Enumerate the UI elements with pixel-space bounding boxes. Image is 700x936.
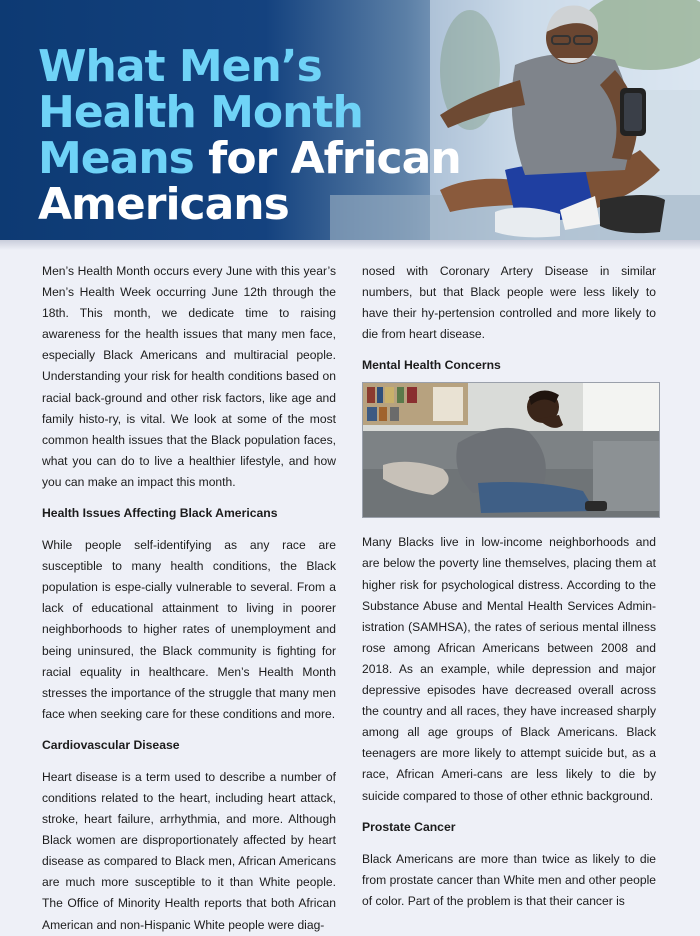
prostate-cancer-paragraph: Black Americans are more than twice as likely to die from prostate cancer than White men and other people of color. Part of the problem is that their cancer is (362, 851, 656, 908)
mental-health-paragraph: Many Blacks live in low-income neighborhoods and are below the poverty line themselves, placing them at higher risk for psychological distress. According to the Substance Abuse and Mental Health Services Admin-istration (SAMHSA), the rates of serious mental illness rose among African Americans between 2008 and 2018. As an example, while depression and major depressive episodes have decreased overall across the country and all races, they have increased sharply among all age groups of Black Americans. Black teenagers are more likely to attempt suicide but, as a race, African Ameri-cans are less likely to die by suicide compared to those of other ethnic background. (362, 535, 656, 803)
health-issues-paragraph: While people self-identifying as any race are susceptible to many health conditions, the Black population is espe-cially vulnerable to several. From a lack of educational attainment to living in poorer neighborhoods to higher rates of unemployment and being uninsured, the Black community is fighting for racial equality in healthcare. Men’s Health Month stresses the importance of the struggle that many men face when seeking care for these conditions and more. (42, 538, 336, 721)
mental-health-photo (362, 382, 660, 518)
heading-cardiovascular: Cardiovascular Disease (42, 737, 180, 752)
heading-prostate-cancer: Prostate Cancer (362, 819, 456, 834)
title-connector: for (208, 133, 277, 184)
title-highlight: What Men’s Health Month Means (38, 41, 363, 184)
heading-mental-health: Mental Health Concerns (362, 358, 501, 373)
banner-shadow (0, 240, 700, 250)
left-column (42, 261, 336, 936)
page-title (38, 41, 478, 230)
header-banner (0, 0, 700, 240)
title-end: African Americans (38, 133, 461, 230)
intro-paragraph: Men’s Health Month occurs every June with this year’s Men’s Health Week occurring June 12th through the 18th. This month, we dedicate time to raising awareness for the health issues that many men face, especially Black Americans and multiracial people. Understanding your risk for health conditions based on racial back-ground and other risk factors, like age and family histo-ry, is vital. We look at some of the most common health issues that the Black population faces, what you can do to live a healthier lifestyle, and how you can make an impact this month. (42, 264, 336, 489)
cardiovascular-continued: nosed with Coronary Artery Disease in similar numbers, but that Black people were less likely to have their hy-pertension controlled and more likely to die from heart disease. (362, 264, 656, 342)
heading-health-issues: Health Issues Affecting Black Americans (42, 506, 278, 521)
cardiovascular-paragraph: Heart disease is a term used to describe a number of conditions related to the heart, including heart attack, stroke, heart failure, arrhythmia, and more. Although Black women are disproportionately affected by heart disease as compared to Black men, African Americans are much more susceptible to it than White people. The Office of Minority Health reports that both African American and non-Hispanic White people were diag- (42, 769, 336, 932)
right-column (362, 261, 656, 912)
